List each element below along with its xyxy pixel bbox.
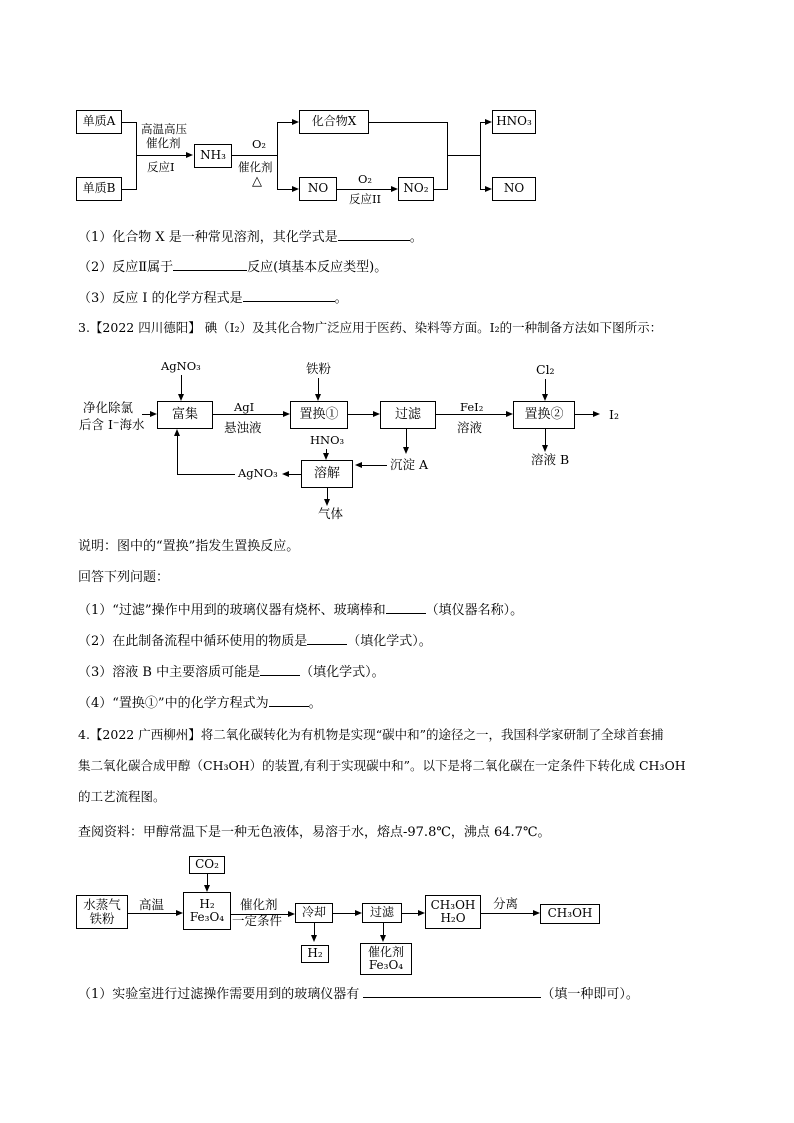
reagent-label: HNO₃ [310, 433, 345, 447]
node-dissolve [301, 460, 353, 488]
question-2-2 [78, 258, 387, 277]
node-label: 单质A [82, 114, 116, 129]
connector [207, 874, 208, 885]
node-nh3 [194, 144, 232, 168]
connector [447, 122, 448, 190]
node-label: CH₃OH [547, 906, 593, 921]
node-hno3 [492, 110, 536, 134]
question-text: （填一种即可）。 [541, 987, 639, 1002]
node-label: 富集 [171, 406, 198, 422]
reaction-label: 反应I [147, 160, 175, 174]
intermediate-label: AgI [234, 400, 255, 414]
arrow-head [178, 394, 184, 401]
byproduct-label: 气体 [318, 506, 344, 521]
question-text: （1）化合物 X 是一种常见溶剂，其化学式是 [78, 230, 338, 245]
connector [136, 122, 137, 190]
connector [337, 189, 391, 190]
question-3-4 [78, 694, 322, 713]
connector [545, 429, 546, 445]
answer-blank[interactable] [338, 228, 410, 241]
arrow-head [373, 411, 380, 417]
recycle-label: AgNO₃ [238, 466, 278, 480]
question-4-heading: 的工艺流程图。 [78, 789, 166, 804]
node-label: 水蒸气 [83, 897, 121, 913]
node-replace-2 [513, 401, 575, 429]
arrow-head [288, 911, 295, 917]
connector [122, 189, 136, 190]
question-text: （2）反应Ⅱ属于 [78, 260, 174, 275]
connector [481, 913, 533, 914]
node-feed [76, 895, 128, 929]
node-label: NO [503, 181, 525, 196]
feed-label: 净化除氯 [83, 400, 134, 415]
question-text: （填化学式）。 [347, 634, 432, 649]
connector [480, 122, 481, 190]
arrow-head [391, 186, 398, 192]
node-label: H₂ [199, 896, 215, 911]
connector [128, 913, 176, 914]
answer-blank[interactable] [173, 258, 247, 271]
arrow-head [323, 453, 329, 460]
question-text: （4）“置换①”中的化学方程式为 [78, 696, 269, 711]
connector [177, 474, 235, 475]
node-element-b [76, 177, 122, 201]
node-label: NO [307, 181, 329, 196]
arrow-head [282, 471, 289, 477]
byproduct-label: 溶液 B [531, 452, 570, 467]
question-text: （1）“过滤”操作中用到的玻璃仪器有烧杯、玻璃棒和 [78, 603, 386, 618]
product-label: I₂ [609, 407, 619, 422]
arrow-head [315, 394, 321, 401]
node-h2 [301, 945, 329, 963]
answer-blank[interactable] [243, 289, 335, 302]
reagent-label: 铁粉 [306, 361, 332, 376]
arrow-head [506, 411, 513, 417]
reagent-label: AgNO₃ [161, 359, 201, 373]
question-2-1 [78, 228, 423, 247]
node-label: 溶解 [313, 465, 340, 481]
node-filter [380, 401, 436, 429]
arrow-head [204, 885, 210, 892]
question-text: 。 [409, 230, 423, 245]
node-methanol [540, 904, 600, 924]
connector [314, 923, 315, 935]
arrow-head [292, 186, 299, 192]
condition-label: O₂ [252, 137, 267, 151]
node-label: Fe₃O₄ [368, 958, 404, 972]
answer-blank[interactable] [260, 663, 300, 676]
node-catalyst [360, 943, 412, 975]
question-text: 。 [308, 696, 322, 711]
node-mixture [425, 895, 481, 929]
connector [289, 474, 301, 475]
node-label: 冷却 [301, 905, 326, 920]
arrow-head [380, 935, 386, 942]
connector [333, 913, 355, 914]
question-3-3 [78, 663, 385, 682]
connector [181, 375, 182, 394]
question-text: （3）反应 I 的化学方程式是 [78, 291, 243, 306]
question-text: （填仪器名称）。 [425, 603, 524, 618]
condition-label: 催化剂 [240, 897, 278, 912]
reaction-label: 反应II [349, 192, 382, 206]
arrow-head [542, 394, 548, 401]
connector [122, 122, 136, 123]
node-cool [295, 903, 333, 923]
question-prompt: 回答下列问题： [78, 570, 170, 585]
diagram-note: 说明：图中的“置换”指发生置换反应。 [78, 539, 300, 554]
node-label: 催化剂 [367, 944, 404, 959]
arrow-head [533, 910, 540, 916]
arrow-head [485, 186, 492, 192]
node-label: CH₃OH [430, 897, 476, 912]
connector [177, 436, 178, 474]
reagent-label: Cl₂ [536, 362, 555, 377]
node-label: 单质B [82, 181, 116, 196]
arrow-head [150, 411, 157, 417]
condition-label: 高温 [139, 897, 165, 912]
connector [434, 189, 447, 190]
intermediate-label: 溶液 [457, 420, 483, 435]
node-no2 [398, 177, 434, 201]
node-label: 过滤 [394, 406, 421, 422]
node-filter [362, 903, 402, 923]
question-3-heading: 3.【2022 四川德阳】 碘（I₂）及其化合物广泛应用于医药、染料等方面。I₂的一种制备方法如下图所示： [78, 320, 663, 335]
connector [406, 429, 407, 447]
node-mix [183, 892, 231, 930]
node-label: CO₂ [195, 857, 219, 872]
arrow-head [283, 411, 290, 417]
answer-blank[interactable] [386, 601, 426, 614]
arrow-head [355, 910, 362, 916]
arrow-head [542, 445, 548, 452]
question-3-2 [78, 632, 432, 651]
connector [369, 122, 447, 123]
answer-blank[interactable] [363, 985, 541, 998]
arrow-head [485, 119, 492, 125]
node-label: NO₂ [403, 181, 429, 196]
connector [327, 488, 328, 499]
arrow-head [418, 910, 425, 916]
connector [136, 155, 186, 156]
byproduct-label: 沉淀 A [390, 457, 429, 472]
question-text: 。 [334, 291, 348, 306]
arrow-head [403, 447, 409, 454]
condition-label: 分离 [493, 896, 519, 911]
connector [277, 189, 292, 190]
node-label: 化合物X [311, 114, 357, 129]
arrow-head [355, 462, 362, 468]
condition-label: O₂ [358, 172, 373, 186]
question-text: （2）在此制备流程中循环使用的物质是 [78, 634, 308, 649]
connector [232, 155, 277, 156]
arrow-head [311, 935, 317, 942]
condition-label: 催化剂 [146, 136, 181, 150]
condition-label: 高温高压 [141, 122, 187, 136]
question-2-3 [78, 289, 348, 308]
node-label: 过滤 [369, 905, 394, 920]
connector [277, 122, 292, 123]
node-label: NH₃ [200, 148, 226, 163]
connector [447, 155, 480, 156]
intermediate-label: FeI₂ [460, 400, 484, 414]
connector [348, 414, 373, 415]
node-no-output [492, 177, 536, 201]
connector [575, 414, 593, 415]
connector [318, 378, 319, 394]
node-label: 铁粉 [89, 911, 115, 926]
heat-symbol: △ [252, 174, 262, 189]
arrow-head [593, 411, 600, 417]
connector [277, 122, 278, 190]
question-text: 反应(填基本反应类型)。 [247, 260, 388, 275]
connector [142, 414, 150, 415]
arrow-head [292, 119, 299, 125]
question-4-heading: 4.【2022 广西柳州】将二氧化碳转化为有机物是实现“碳中和”的途径之一，我国科学家研制了全球首套捕 [78, 727, 664, 742]
question-3-1 [78, 601, 523, 620]
arrow-head [174, 429, 180, 436]
node-compound-x [299, 110, 369, 134]
connector [545, 379, 546, 394]
question-4-1 [78, 985, 639, 1004]
answer-blank[interactable] [307, 632, 347, 645]
connector [383, 923, 384, 935]
intermediate-label: 悬浊液 [224, 420, 262, 435]
node-replace-1 [290, 401, 348, 429]
arrow-head [186, 152, 193, 158]
node-no [299, 177, 337, 201]
node-label: 置换② [524, 406, 564, 422]
node-element-a [76, 110, 122, 134]
question-4-heading: 集二氧化碳合成甲醇（CH₃OH）的装置,有利于实现碳中和”。以下是将二氧化碳在一定条件下转化成 CH₃OH [78, 758, 686, 773]
node-co2 [189, 856, 225, 874]
reference-info: 查阅资料：甲醇常温下是一种无色液体，易溶于水，熔点-97.8℃，沸点 64.7℃。 [78, 825, 551, 840]
question-text: （1）实验室进行过滤操作需要用到的玻璃仪器有 [78, 987, 360, 1002]
node-label: Fe₃O₄ [189, 910, 225, 924]
node-label: 置换① [299, 406, 339, 422]
node-label: H₂O [440, 911, 466, 925]
feed-label: 后含 I⁻海水 [79, 417, 145, 432]
node-label: H₂ [307, 946, 323, 961]
node-label: HNO₃ [496, 114, 532, 129]
condition-label: 催化剂 [238, 160, 273, 174]
connector [362, 465, 387, 466]
condition-label: 一定条件 [232, 913, 283, 928]
answer-blank[interactable] [269, 694, 309, 707]
question-text: （3）溶液 B 中主要溶质可能是 [78, 665, 261, 680]
arrow-head [176, 910, 183, 916]
question-text: （填化学式）。 [300, 665, 385, 680]
arrow-head [324, 499, 330, 506]
connector [402, 913, 418, 914]
node-enrich [157, 401, 213, 429]
